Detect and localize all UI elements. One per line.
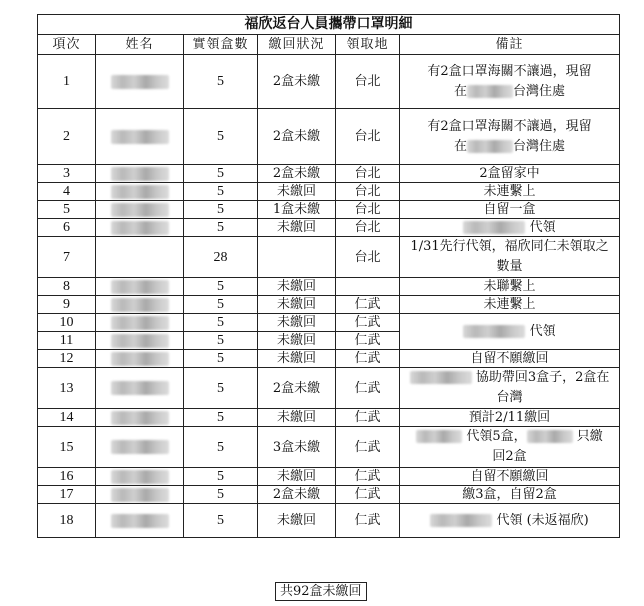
- cell-status: [258, 237, 336, 278]
- redacted-name: [111, 514, 169, 528]
- table-row: [38, 314, 620, 332]
- note-text: 台灣住處: [513, 83, 566, 99]
- cell-status: 2盒未繳: [258, 55, 336, 109]
- redacted-name: [111, 334, 169, 348]
- cell-status: 2盒未繳: [258, 109, 336, 165]
- cell-place: 台北: [336, 183, 400, 201]
- cell-note: [400, 314, 620, 350]
- cell-status: 未繳回: [258, 183, 336, 201]
- redacted-name: [111, 280, 169, 294]
- table-row: [38, 183, 620, 201]
- redacted-name: [111, 316, 169, 330]
- table-row: [38, 201, 620, 219]
- cell-qty: 5: [184, 468, 258, 486]
- cell-note: 1/31先行代領，福欣同仁未領取之數量: [400, 237, 620, 278]
- redacted-name: [111, 298, 169, 312]
- redacted-name: [111, 488, 169, 502]
- cell-no: 3: [38, 165, 96, 183]
- cell-place: 台北: [336, 237, 400, 278]
- cell-note: 自留不願繳回: [400, 468, 620, 486]
- cell-place: 台北: [336, 55, 400, 109]
- table-row: [38, 504, 620, 538]
- cell-name: [96, 296, 184, 314]
- table-row: [38, 296, 620, 314]
- cell-name: [96, 55, 184, 109]
- redacted-name: [111, 221, 169, 235]
- cell-no: 7: [38, 237, 96, 278]
- cell-no: 6: [38, 219, 96, 237]
- cell-no: 12: [38, 350, 96, 368]
- redacted-name: [111, 470, 169, 484]
- redacted-name: [111, 381, 169, 395]
- note-text: 有2盒口罩海關不讓過，現留: [427, 63, 592, 79]
- cell-no: 4: [38, 183, 96, 201]
- cell-status: 2盒未繳: [258, 165, 336, 183]
- cell-place: 台北: [336, 165, 400, 183]
- cell-status: 未繳回: [258, 409, 336, 427]
- note-text: 代領 (未返福欣): [496, 513, 589, 528]
- cell-status: 未繳回: [258, 278, 336, 296]
- cell-name: [96, 427, 184, 468]
- cell-qty: 28: [184, 237, 258, 278]
- cell-qty: 5: [184, 350, 258, 368]
- cell-status: 2盒未繳: [258, 486, 336, 504]
- cell-qty: 5: [184, 486, 258, 504]
- header-name: 姓名: [96, 35, 184, 55]
- redacted-text: [527, 430, 573, 443]
- cell-place: 仁武: [336, 350, 400, 368]
- cell-no: 8: [38, 278, 96, 296]
- note-text: 只繳: [576, 429, 603, 444]
- redacted-name: [111, 352, 169, 366]
- redacted-name: [111, 411, 169, 425]
- redacted-text: [410, 371, 472, 384]
- table-row: [38, 427, 620, 468]
- cell-place: 仁武: [336, 332, 400, 350]
- cell-name: [96, 109, 184, 165]
- header-row: [38, 35, 620, 55]
- table-row: [38, 350, 620, 368]
- note-text: 回2盒: [492, 449, 527, 464]
- cell-place: 仁武: [336, 427, 400, 468]
- redacted-name: [111, 440, 169, 454]
- cell-name: [96, 409, 184, 427]
- table-row: [38, 368, 620, 409]
- cell-note: [400, 109, 620, 165]
- note-text: 在: [454, 138, 468, 154]
- cell-status: 未繳回: [258, 504, 336, 538]
- cell-name: [96, 486, 184, 504]
- table-row: [38, 237, 620, 278]
- header-status: 繳回狀況: [258, 35, 336, 55]
- cell-note: 未聯繫上: [400, 278, 620, 296]
- cell-place: 仁武: [336, 296, 400, 314]
- cell-no: 5: [38, 201, 96, 219]
- cell-qty: 5: [184, 183, 258, 201]
- cell-status: 未繳回: [258, 314, 336, 332]
- cell-qty: 5: [184, 165, 258, 183]
- cell-no: 18: [38, 504, 96, 538]
- redacted-text: [463, 325, 525, 338]
- cell-status: 未繳回: [258, 468, 336, 486]
- header-note: 備註: [400, 35, 620, 55]
- cell-status: 1盒未繳: [258, 201, 336, 219]
- cell-name: [96, 165, 184, 183]
- cell-note: 自留一盒: [400, 201, 620, 219]
- redacted-name: [111, 75, 169, 89]
- cell-status: 3盒未繳: [258, 427, 336, 468]
- redacted-text: [463, 221, 525, 234]
- mask-detail-table: [37, 14, 620, 538]
- table-row: [38, 55, 620, 109]
- cell-qty: 5: [184, 368, 258, 409]
- table-row: [38, 409, 620, 427]
- cell-note: [400, 55, 620, 109]
- cell-place: 台北: [336, 219, 400, 237]
- cell-note: 2盒留家中: [400, 165, 620, 183]
- cell-status: 未繳回: [258, 296, 336, 314]
- table-row: [38, 486, 620, 504]
- cell-status: 未繳回: [258, 219, 336, 237]
- table-row: [38, 219, 620, 237]
- cell-no: 13: [38, 368, 96, 409]
- cell-no: 16: [38, 468, 96, 486]
- header-no: 項次: [38, 35, 96, 55]
- cell-no: 15: [38, 427, 96, 468]
- note-text: 有2盒口罩海關不讓過，現留: [427, 118, 592, 134]
- cell-note: 未連繫上: [400, 296, 620, 314]
- cell-note: [400, 427, 620, 468]
- cell-place: 仁武: [336, 486, 400, 504]
- cell-no: 14: [38, 409, 96, 427]
- redacted-name: [111, 203, 169, 217]
- cell-name: [96, 183, 184, 201]
- cell-place: 仁武: [336, 504, 400, 538]
- note-text: 代領: [529, 324, 556, 339]
- redacted-text: [430, 514, 492, 527]
- cell-qty: 5: [184, 278, 258, 296]
- note-text: 台灣: [496, 390, 523, 405]
- redacted-name: [111, 130, 169, 144]
- redacted-name: [111, 167, 169, 181]
- table-row: [38, 165, 620, 183]
- cell-name: [96, 368, 184, 409]
- cell-qty: 5: [184, 55, 258, 109]
- cell-name: [96, 237, 184, 278]
- cell-place: 仁武: [336, 409, 400, 427]
- note-text: 台灣住處: [513, 138, 566, 154]
- cell-name: [96, 314, 184, 332]
- redacted-text: [416, 430, 462, 443]
- cell-name: [96, 219, 184, 237]
- cell-note: 未連繫上: [400, 183, 620, 201]
- cell-note: 自留不願繳回: [400, 350, 620, 368]
- cell-name: [96, 504, 184, 538]
- note-text: 協助帶回3盒子，2盒在: [475, 370, 610, 385]
- cell-place: 仁武: [336, 314, 400, 332]
- redacted-text: [467, 85, 513, 98]
- cell-qty: 5: [184, 109, 258, 165]
- cell-status: 未繳回: [258, 332, 336, 350]
- cell-no: 11: [38, 332, 96, 350]
- cell-note: [400, 219, 620, 237]
- redacted-name: [111, 185, 169, 199]
- table-row: [38, 278, 620, 296]
- cell-place: 仁武: [336, 368, 400, 409]
- cell-qty: 5: [184, 504, 258, 538]
- cell-note: [400, 504, 620, 538]
- cell-place: 台北: [336, 109, 400, 165]
- note-text: 在: [454, 83, 468, 99]
- table-title: 福欣返台人員攜帶口罩明細: [38, 15, 620, 35]
- title-row: [38, 15, 620, 35]
- cell-name: [96, 468, 184, 486]
- cell-name: [96, 350, 184, 368]
- table-row: [38, 109, 620, 165]
- cell-no: 2: [38, 109, 96, 165]
- redacted-text: [467, 140, 513, 153]
- cell-name: [96, 201, 184, 219]
- cell-status: 2盒未繳: [258, 368, 336, 409]
- table-row: [38, 468, 620, 486]
- cell-place: 台北: [336, 201, 400, 219]
- cell-no: 17: [38, 486, 96, 504]
- note-text: 代領: [529, 220, 556, 235]
- cell-note: 繳3盒，自留2盒: [400, 486, 620, 504]
- cell-name: [96, 278, 184, 296]
- cell-qty: 5: [184, 296, 258, 314]
- cell-qty: 5: [184, 201, 258, 219]
- cell-qty: 5: [184, 409, 258, 427]
- total-summary: 共92盒未繳回: [275, 582, 367, 601]
- cell-no: 10: [38, 314, 96, 332]
- cell-name: [96, 332, 184, 350]
- header-place: 領取地: [336, 35, 400, 55]
- cell-qty: 5: [184, 427, 258, 468]
- cell-note: 預計2/11繳回: [400, 409, 620, 427]
- mask-detail-sheet: [37, 14, 619, 538]
- cell-status: 未繳回: [258, 350, 336, 368]
- cell-qty: 5: [184, 219, 258, 237]
- cell-qty: 5: [184, 332, 258, 350]
- cell-no: 9: [38, 296, 96, 314]
- cell-note: [400, 368, 620, 409]
- note-text: 代領5盒，: [466, 429, 527, 444]
- cell-qty: 5: [184, 314, 258, 332]
- header-qty: 實領盒數: [184, 35, 258, 55]
- cell-place: [336, 278, 400, 296]
- cell-no: 1: [38, 55, 96, 109]
- cell-place: 仁武: [336, 468, 400, 486]
